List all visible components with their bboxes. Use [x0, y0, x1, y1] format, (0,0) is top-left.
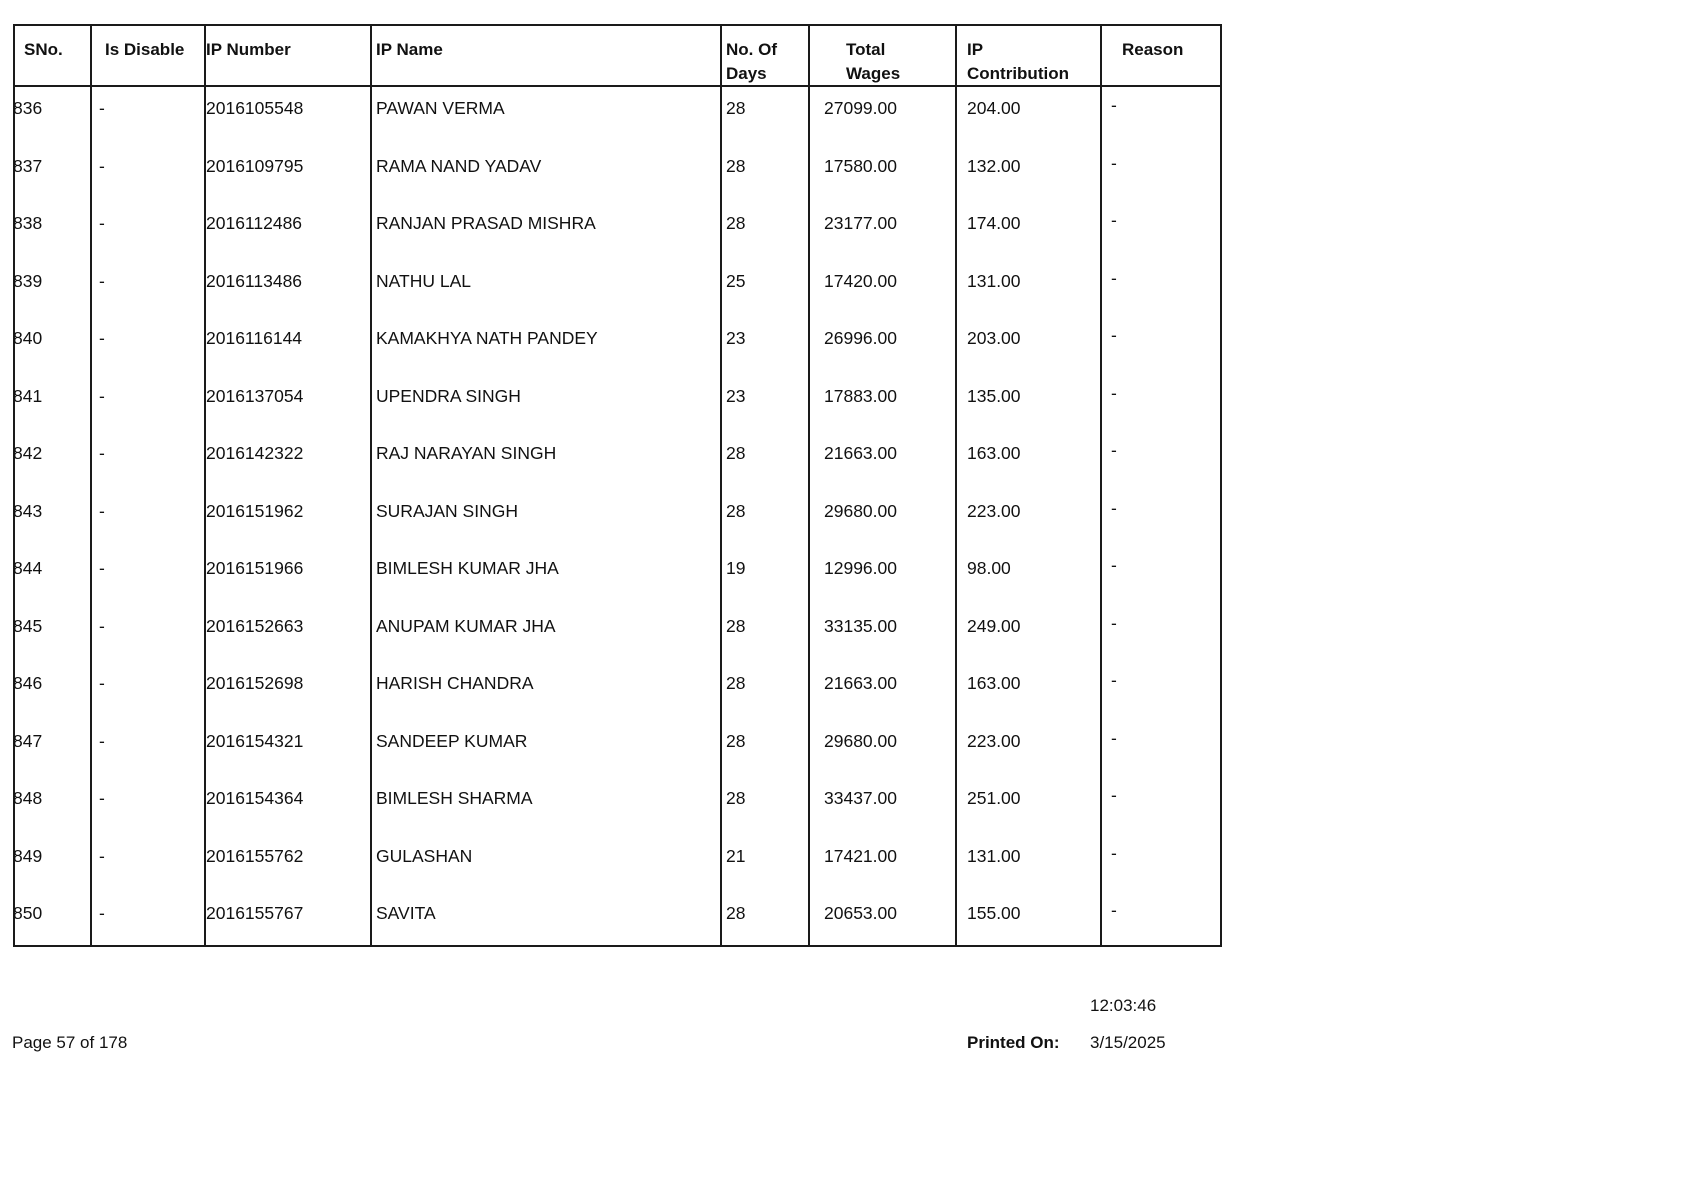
- cell-contribution: 204.00: [967, 98, 1021, 118]
- cell-ip-number: 2016151962: [206, 500, 304, 521]
- cell-sno: 839: [13, 270, 43, 291]
- cell-sno: 847: [13, 730, 43, 751]
- header-days-line2: Days: [726, 64, 767, 83]
- cell-contribution: 155.00: [967, 903, 1021, 923]
- cell-ip-number: 2016155767: [206, 903, 304, 923]
- cell-ip-number: 2016152663: [206, 615, 304, 636]
- cell-reason: -: [1111, 497, 1117, 518]
- cell-ip-number: 2016105548: [206, 98, 304, 118]
- cell-ip-number: 2016109795: [206, 155, 304, 176]
- cell-wages: 29680.00: [824, 500, 897, 521]
- cell-reason: -: [1111, 670, 1117, 690]
- cell-ip-name: PAWAN VERMA: [376, 98, 505, 118]
- cell-sno: 850: [13, 903, 43, 923]
- cell-contribution: 174.00: [967, 213, 1021, 233]
- column-divider: [90, 26, 92, 945]
- cell-days: 28: [726, 673, 746, 693]
- cell-ip-name: SAVITA: [376, 903, 436, 923]
- cell-wages: 17421.00: [824, 845, 897, 866]
- cell-wages: 26996.00: [824, 328, 897, 348]
- print-date: 3/15/2025: [1090, 1033, 1166, 1052]
- cell-ip-number: 2016142322: [206, 443, 304, 463]
- cell-contribution: 223.00: [967, 500, 1021, 521]
- cell-reason: -: [1111, 152, 1117, 173]
- cell-wages: 33437.00: [824, 788, 897, 808]
- header-days-line1: No. Of: [726, 40, 777, 59]
- cell-ip-name: RAJ NARAYAN SINGH: [376, 443, 557, 463]
- cell-ip-number: 2016155762: [206, 845, 304, 866]
- cell-ip-number: 2016112486: [206, 213, 303, 233]
- cell-contribution: 98.00: [967, 558, 1011, 578]
- cell-days: 19: [726, 558, 746, 578]
- cell-is-disable: -: [99, 788, 105, 808]
- column-divider: [808, 26, 810, 945]
- cell-wages: 23177.00: [824, 213, 897, 233]
- column-divider: [955, 26, 957, 945]
- cell-is-disable: -: [99, 155, 105, 176]
- cell-sno: 842: [13, 443, 43, 463]
- header-contrib-line2: Contribution: [967, 64, 1069, 83]
- cell-wages: 33135.00: [824, 615, 897, 636]
- cell-reason: -: [1111, 382, 1117, 403]
- cell-wages: 27099.00: [824, 98, 897, 118]
- cell-ip-name: UPENDRA SINGH: [376, 385, 521, 406]
- cell-ip-number: 2016116144: [206, 328, 303, 348]
- cell-days: 28: [726, 730, 746, 751]
- printed-on-label: Printed On:: [967, 1033, 1060, 1052]
- cell-sno: 837: [13, 155, 43, 176]
- cell-ip-name: KAMAKHYA NATH PANDEY: [376, 328, 598, 348]
- cell-wages: 21663.00: [824, 673, 897, 693]
- header-ip-number: IP Number: [206, 40, 291, 59]
- cell-ip-name: NATHU LAL: [376, 270, 471, 291]
- cell-sno: 840: [13, 328, 43, 348]
- cell-ip-number: 2016151966: [206, 558, 304, 578]
- cell-ip-number: 2016154321: [206, 730, 304, 751]
- cell-is-disable: -: [99, 730, 105, 751]
- cell-days: 23: [726, 385, 746, 406]
- cell-contribution: 223.00: [967, 730, 1021, 751]
- cell-ip-number: 2016113486: [206, 270, 303, 291]
- cell-ip-name: RAMA NAND YADAV: [376, 155, 542, 176]
- cell-contribution: 203.00: [967, 328, 1021, 348]
- cell-sno: 836: [13, 98, 43, 118]
- cell-contribution: 131.00: [967, 270, 1021, 291]
- cell-contribution: 163.00: [967, 673, 1021, 693]
- page-number: Page 57 of 178: [12, 1033, 128, 1052]
- cell-ip-number: 2016152698: [206, 673, 304, 693]
- cell-reason: -: [1111, 440, 1117, 460]
- header-sno: SNo.: [24, 40, 63, 59]
- cell-days: 28: [726, 903, 746, 923]
- cell-is-disable: -: [99, 903, 105, 923]
- cell-reason: -: [1111, 612, 1117, 633]
- cell-ip-number: 2016154364: [206, 788, 304, 808]
- cell-days: 21: [726, 845, 746, 866]
- cell-ip-name: HARISH CHANDRA: [376, 673, 534, 693]
- cell-reason: -: [1111, 785, 1117, 805]
- header-contrib-line1: IP: [967, 40, 984, 59]
- cell-is-disable: -: [99, 558, 105, 578]
- cell-days: 28: [726, 213, 746, 233]
- cell-sno: 841: [13, 385, 43, 406]
- cell-days: 28: [726, 98, 746, 118]
- cell-wages: 21663.00: [824, 443, 897, 463]
- cell-ip-name: GULASHAN: [376, 845, 473, 866]
- cell-contribution: 131.00: [967, 845, 1021, 866]
- cell-ip-name: SURAJAN SINGH: [376, 500, 518, 521]
- header-reason: Reason: [1122, 40, 1184, 59]
- cell-is-disable: -: [99, 385, 105, 406]
- print-time: 12:03:46: [1090, 996, 1157, 1015]
- cell-reason: -: [1111, 842, 1117, 863]
- header-ip-name: IP Name: [376, 40, 443, 59]
- cell-contribution: 135.00: [967, 385, 1021, 406]
- cell-contribution: 132.00: [967, 155, 1021, 176]
- cell-days: 28: [726, 443, 746, 463]
- cell-days: 23: [726, 328, 746, 348]
- cell-sno: 845: [13, 615, 43, 636]
- cell-wages: 12996.00: [824, 558, 897, 578]
- cell-sno: 843: [13, 500, 43, 521]
- cell-wages: 17420.00: [824, 270, 897, 291]
- cell-contribution: 163.00: [967, 443, 1021, 463]
- cell-is-disable: -: [99, 500, 105, 521]
- cell-contribution: 249.00: [967, 615, 1021, 636]
- cell-sno: 846: [13, 673, 43, 693]
- cell-ip-number: 2016137054: [206, 385, 304, 406]
- cell-wages: 17883.00: [824, 385, 897, 406]
- column-divider: [370, 26, 372, 945]
- cell-is-disable: -: [99, 443, 105, 463]
- cell-ip-name: SANDEEP KUMAR: [376, 730, 528, 751]
- column-divider: [720, 26, 722, 945]
- cell-wages: 20653.00: [824, 903, 897, 923]
- cell-wages: 17580.00: [824, 155, 897, 176]
- header-is-disable: Is Disable: [105, 40, 185, 59]
- cell-is-disable: -: [99, 673, 105, 693]
- cell-is-disable: -: [99, 845, 105, 866]
- cell-is-disable: -: [99, 98, 105, 118]
- cell-sno: 848: [13, 788, 43, 808]
- cell-contribution: 251.00: [967, 788, 1021, 808]
- cell-ip-name: BIMLESH SHARMA: [376, 788, 533, 808]
- cell-is-disable: -: [99, 615, 105, 636]
- cell-days: 28: [726, 155, 746, 176]
- cell-sno: 844: [13, 558, 43, 578]
- cell-reason: -: [1111, 210, 1117, 230]
- cell-sno: 849: [13, 845, 43, 866]
- header-wages-line2: Wages: [846, 64, 901, 83]
- cell-days: 25: [726, 270, 746, 291]
- cell-ip-name: BIMLESH KUMAR JHA: [376, 558, 559, 578]
- cell-reason: -: [1111, 95, 1117, 115]
- cell-wages: 29680.00: [824, 730, 897, 751]
- cell-reason: -: [1111, 900, 1117, 920]
- cell-is-disable: -: [99, 213, 105, 233]
- cell-reason: -: [1111, 555, 1117, 575]
- contribution-table: [13, 24, 1222, 947]
- cell-days: 28: [726, 500, 746, 521]
- cell-reason: -: [1111, 325, 1117, 345]
- cell-sno: 838: [13, 213, 43, 233]
- column-divider: [1100, 26, 1102, 945]
- cell-is-disable: -: [99, 328, 105, 348]
- header-wages-line1: Total: [846, 40, 886, 59]
- cell-ip-name: RANJAN PRASAD MISHRA: [376, 213, 596, 233]
- cell-ip-name: ANUPAM KUMAR JHA: [376, 615, 556, 636]
- cell-reason: -: [1111, 267, 1117, 288]
- cell-is-disable: -: [99, 270, 105, 291]
- cell-days: 28: [726, 615, 746, 636]
- cell-days: 28: [726, 788, 746, 808]
- cell-reason: -: [1111, 727, 1117, 748]
